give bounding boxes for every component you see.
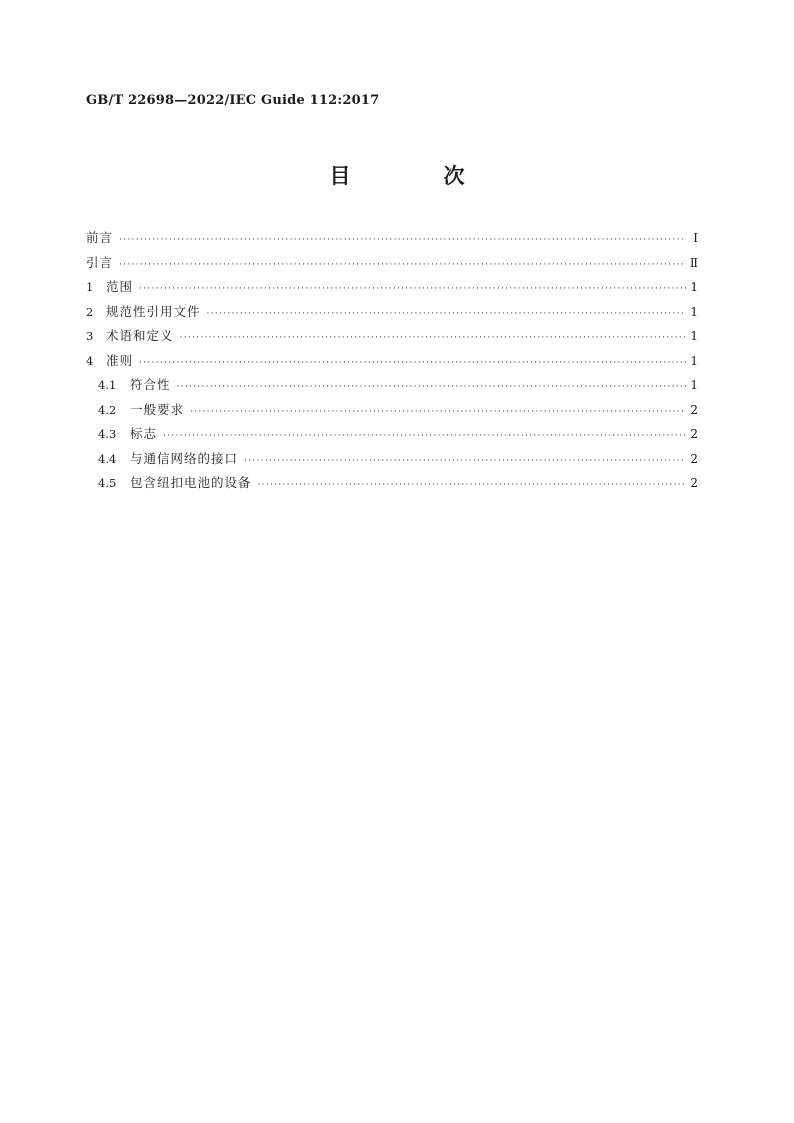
toc-page-number: 2 <box>690 476 698 490</box>
toc-entry-number: 4.2 <box>98 402 117 417</box>
table-of-contents <box>86 226 698 496</box>
toc-entry-label: 与通信网络的接口 <box>130 450 239 466</box>
toc-entry-introduction[interactable] <box>86 251 698 276</box>
toc-entry-4-5[interactable] <box>86 471 698 496</box>
toc-page-number: 2 <box>690 402 698 417</box>
toc-page-number: Ⅱ <box>689 255 698 270</box>
toc-page-number: 1 <box>690 280 698 294</box>
toc-page-number: 1 <box>690 353 698 368</box>
toc-dot-leader <box>119 253 686 278</box>
toc-entry-3[interactable] <box>86 324 698 349</box>
toc-entry-label: 范围 <box>106 279 134 294</box>
toc-dot-leader <box>207 302 686 327</box>
toc-entry-label: 规范性引用文件 <box>106 303 201 319</box>
toc-entry-label: 准则 <box>106 352 134 368</box>
toc-dot-leader <box>244 449 686 474</box>
toc-entry-number: 4.5 <box>98 476 117 490</box>
toc-entry-label: 符合性 <box>130 377 171 392</box>
toc-entry-label: 引言 <box>86 254 114 270</box>
toc-entry-number: 1 <box>86 280 94 294</box>
toc-entry-label: 标志 <box>130 426 158 441</box>
toc-dot-leader <box>139 351 686 376</box>
toc-entry-number: 4.4 <box>98 451 117 466</box>
toc-dot-leader <box>190 400 686 425</box>
toc-dot-leader <box>163 424 686 449</box>
toc-page-number: 2 <box>690 427 698 441</box>
toc-entry-4[interactable] <box>86 349 698 374</box>
toc-entry-4-3[interactable] <box>86 422 698 447</box>
toc-entry-label: 术语和定义 <box>106 328 174 343</box>
toc-entry-4-1[interactable] <box>86 373 698 398</box>
toc-entry-number: 2 <box>86 304 94 319</box>
toc-entry-number: 4.3 <box>98 427 117 441</box>
toc-dot-leader <box>258 473 686 498</box>
toc-page-number: 2 <box>690 451 698 466</box>
toc-dot-leader <box>139 277 686 302</box>
toc-entry-label: 一般要求 <box>130 401 185 417</box>
toc-dot-leader <box>177 375 686 400</box>
toc-entry-number: 4.1 <box>98 378 117 392</box>
toc-page-number: Ⅰ <box>693 231 698 245</box>
toc-entry-4-2[interactable] <box>86 398 698 423</box>
toc-entry-number: 4 <box>86 353 94 368</box>
page-title: 目 次 <box>329 164 501 188</box>
toc-entry-2[interactable] <box>86 300 698 325</box>
toc-entry-4-4[interactable] <box>86 447 698 472</box>
toc-entry-number: 3 <box>86 329 94 343</box>
toc-entry-label: 前言 <box>86 230 114 245</box>
toc-entry-1[interactable] <box>86 275 698 300</box>
toc-page-number: 1 <box>690 378 698 392</box>
toc-page-number: 1 <box>690 304 698 319</box>
toc-entry-label: 包含纽扣电池的设备 <box>130 475 252 490</box>
toc-dot-leader <box>119 228 686 253</box>
document-header: GB/T 22698—2022/IEC Guide 112:2017 <box>86 93 380 108</box>
toc-page-number: 1 <box>690 329 698 343</box>
toc-entry-foreword[interactable] <box>86 226 698 251</box>
toc-dot-leader <box>180 326 686 351</box>
